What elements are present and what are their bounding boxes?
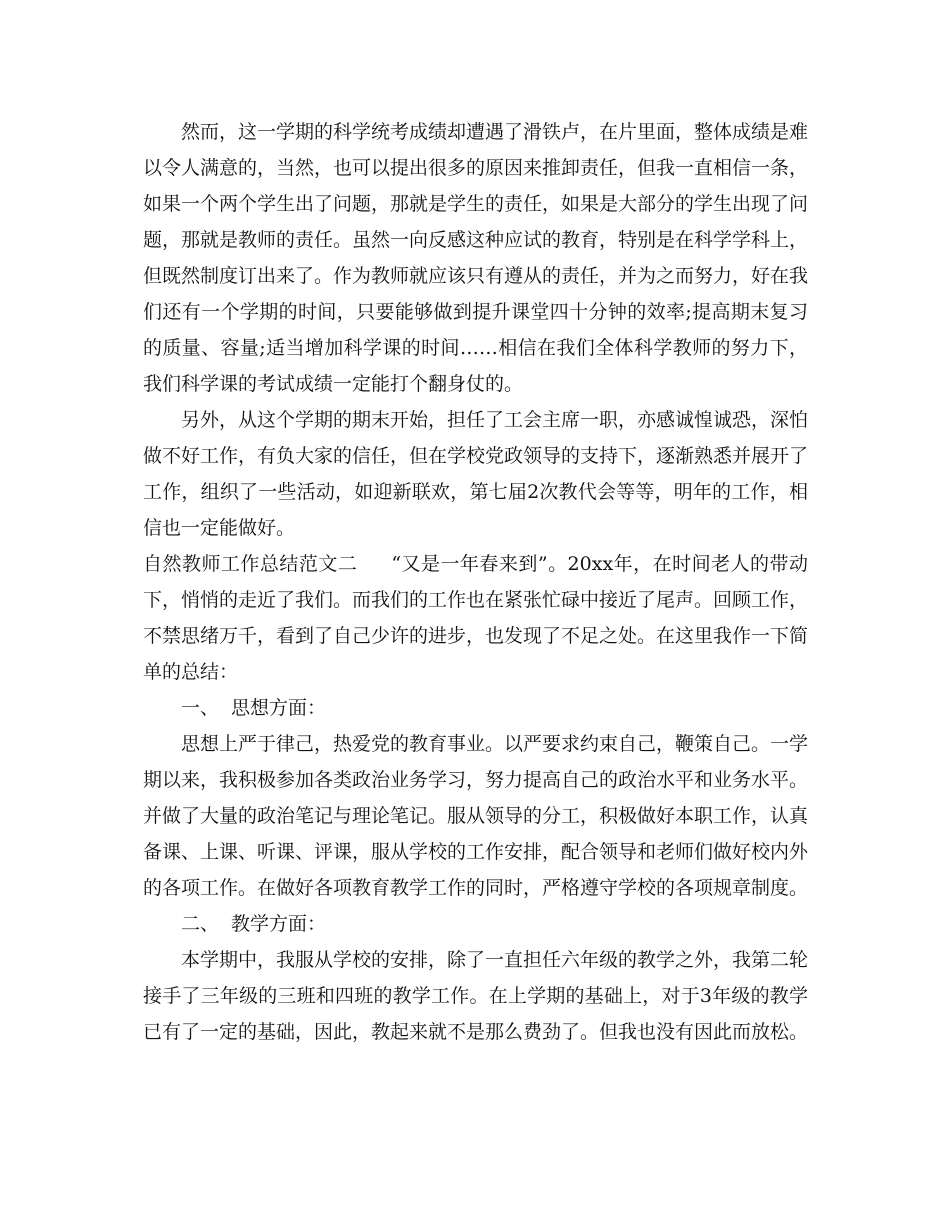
section-title: 自然教师工作总结范文二 <box>143 553 358 575</box>
heading-teaching <box>143 906 808 942</box>
heading-ideology <box>143 690 808 726</box>
heading-number: 一、 <box>181 697 220 719</box>
paragraph-summary-intro <box>143 546 808 690</box>
paragraph-ideology: 思想上严于律己，热爱党的教育事业。以严要求约束自己，鞭策自己。一学期以来，我积极参加各类政治业务学习，努力提高自己的政治水平和业务水平。并做了大量的政治笔记与理论笔记。服从领导的分工，积极做好本职工作，认真备课、上课、听课、评课，服从学校的工作安排，配合领导和老师们做好校内外的各项工作。在做好各项教育教学工作的同时，严格遵守学校的各项规章制度。 <box>143 733 809 899</box>
paragraph-teaching: 本学期中，我服从学校的安排，除了一直担任六年级的教学之外，我第二轮接手了三年级的三班和四班的教学工作。在上学期的基础上，对于3年级的教学已有了一定的基础，因此，教起来就不是那么费劲了。但我也没有因此而放松。 <box>143 949 809 1043</box>
paragraph-union-chair: 另外，从这个学期的期末开始，担任了工会主席一职，亦感诚惶诚恐，深怕做不好工作，有负大家的信任，但在学校党政领导的支持下，逐渐熟悉并展开了工作，组织了一些活动，如迎新联欢，第七届2次教代会等等，明年的工作，相信也一定能做好。 <box>143 409 809 539</box>
paragraph-science-exam: 然而，这一学期的科学统考成绩却遭遇了滑铁卢，在片里面，整体成绩是难以令人满意的，当然，也可以提出很多的原因来推卸责任，但我一直相信一条，如果一个两个学生出了问题，那就是学生的责任，如果是大部分的学生出现了问题，那就是教师的责任。虽然一向反感这种应试的教育，特别是在科学学科上，但既然制度订出来了。作为教师就应该只有遵从的责任，并为之而努力，好在我们还有一个学期的时间，只要能够做到提升课堂四十分钟的效率;提高期末复习的质量、容量;适当增加科学课的时间……相信在我们全体科学教师的努力下，我们科学课的考试成绩一定能打个翻身仗的。 <box>143 121 809 395</box>
intro-text: “又是一年春来到”。20xx年，在时间老人的带动下，悄悄的走近了我们。而我们的工作也在紧张忙碌中接近了尾声。回顾工作，不禁思绪万千，看到了自己少许的进步，也发现了不足之处。在这里我作一下简单的总结： <box>143 553 809 683</box>
document-page <box>143 114 808 1050</box>
heading-text: 思想方面： <box>231 697 327 719</box>
heading-number: 二、 <box>181 913 220 935</box>
heading-text: 教学方面： <box>231 913 327 935</box>
